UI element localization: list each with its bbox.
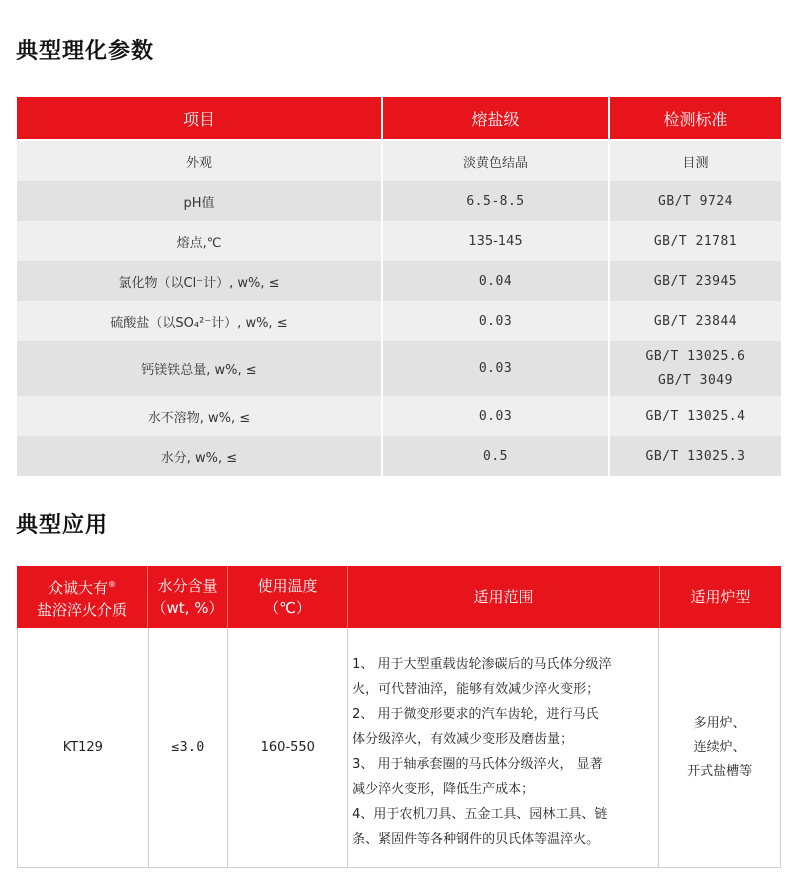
- applications-table: [17, 566, 781, 868]
- header-medium: [17, 566, 148, 628]
- table-header-row: [17, 566, 781, 628]
- table-header-row: [17, 97, 781, 141]
- row-standard-line: GB/T 3049: [658, 372, 733, 388]
- cell-temp: 160-550: [228, 628, 348, 867]
- row-item: pH值: [17, 181, 381, 221]
- table-row: [17, 628, 781, 868]
- furnace-line: 开式盐槽等: [687, 763, 753, 779]
- row-value: 0.03: [383, 396, 608, 436]
- header-furnace: 适用炉型: [690, 588, 751, 606]
- header-standard: 检测标准: [610, 97, 781, 139]
- row-value: 淡黄色结晶: [383, 141, 608, 181]
- row-value: 0.03: [383, 341, 608, 396]
- table-row: [17, 141, 781, 181]
- row-standard: GB/T 23945: [610, 261, 781, 301]
- row-standard: 目测: [610, 141, 781, 181]
- header-moisture: [148, 566, 228, 628]
- header-temp-line2: （℃）: [264, 599, 311, 617]
- header-temp: [228, 566, 348, 628]
- table-row: [17, 221, 781, 261]
- row-standard: GB/T 13025.3: [610, 436, 781, 476]
- row-value: 135-145: [383, 221, 608, 261]
- row-value: 0.03: [383, 301, 608, 341]
- header-scope: 适用范围: [348, 566, 660, 628]
- table-row: [17, 436, 781, 476]
- row-item: 水分, w%, ≤: [17, 436, 381, 476]
- table-row: [17, 396, 781, 436]
- furnace-line: 多用炉、: [693, 715, 746, 731]
- row-item: 钙镁铁总量, w%, ≤: [17, 341, 381, 396]
- header-medium-line2: 盐浴淬火介质: [36, 600, 127, 619]
- header-moisture-line2: （wt, %）: [151, 599, 224, 617]
- table-row: [17, 301, 781, 341]
- row-item: 水不溶物, w%, ≤: [17, 396, 381, 436]
- row-standard: GB/T 9724: [610, 181, 781, 221]
- row-value: 6.5-8.5: [383, 181, 608, 221]
- scope-line: 体分级淬火，有效减少变形及磨齿量；: [352, 732, 574, 747]
- row-standard: GB/T 21781: [610, 221, 781, 261]
- row-item: 氯化物（以Cl⁻计）, w%, ≤: [17, 261, 381, 301]
- apps-section-title: 典型应用: [16, 513, 109, 538]
- registered-mark: ®: [108, 579, 116, 589]
- table-row: [17, 261, 781, 301]
- scope-line: 火，可代替油淬，能够有效减少淬火变形；: [352, 682, 600, 697]
- scope-line: 2、 用于微变形要求的汽车齿轮，进行马氏: [352, 707, 599, 722]
- cell-medium: KT129: [18, 628, 149, 867]
- header-item: 项目: [17, 97, 381, 139]
- cell-furnace: [659, 628, 780, 867]
- props-section-title: 典型理化参数: [16, 39, 155, 64]
- row-item: 外观: [17, 141, 381, 181]
- table-row: [17, 181, 781, 221]
- row-standard: GB/T 23844: [610, 301, 781, 341]
- cell-moisture: ≤3.0: [149, 628, 229, 867]
- row-standard: [610, 341, 781, 396]
- properties-table: [17, 97, 781, 476]
- row-item: 硫酸盐（以SO₄²⁻计）, w%, ≤: [17, 301, 381, 341]
- furnace-line: 连续炉、: [693, 739, 746, 755]
- header-value: 熔盐级: [383, 97, 608, 139]
- scope-line: 1、 用于大型重载齿轮渗碳后的马氏体分级淬: [352, 657, 612, 672]
- table-row: [17, 341, 781, 396]
- row-value: 0.04: [383, 261, 608, 301]
- row-standard-line: GB/T 13025.6: [645, 348, 746, 364]
- header-temp-line1: 使用温度: [257, 577, 318, 595]
- scope-line: 减少淬火变形，降低生产成本；: [352, 782, 535, 797]
- row-value: 0.5: [383, 436, 608, 476]
- brand-name: 众诚大有: [47, 578, 108, 597]
- scope-line: 3、 用于轴承套圈的马氏体分级淬火， 显著: [352, 757, 603, 772]
- row-item: 熔点,℃: [17, 221, 381, 261]
- header-moisture-line1: 水分含量: [157, 577, 218, 595]
- row-standard: GB/T 13025.4: [610, 396, 781, 436]
- cell-scope: [348, 628, 659, 867]
- scope-line: 条、紧固件等各种钢件的贝氏体等温淬火。: [352, 832, 600, 847]
- header-medium-line1: [48, 574, 116, 599]
- scope-line: 4、用于农机刀具、五金工具、园林工具、链: [352, 807, 608, 822]
